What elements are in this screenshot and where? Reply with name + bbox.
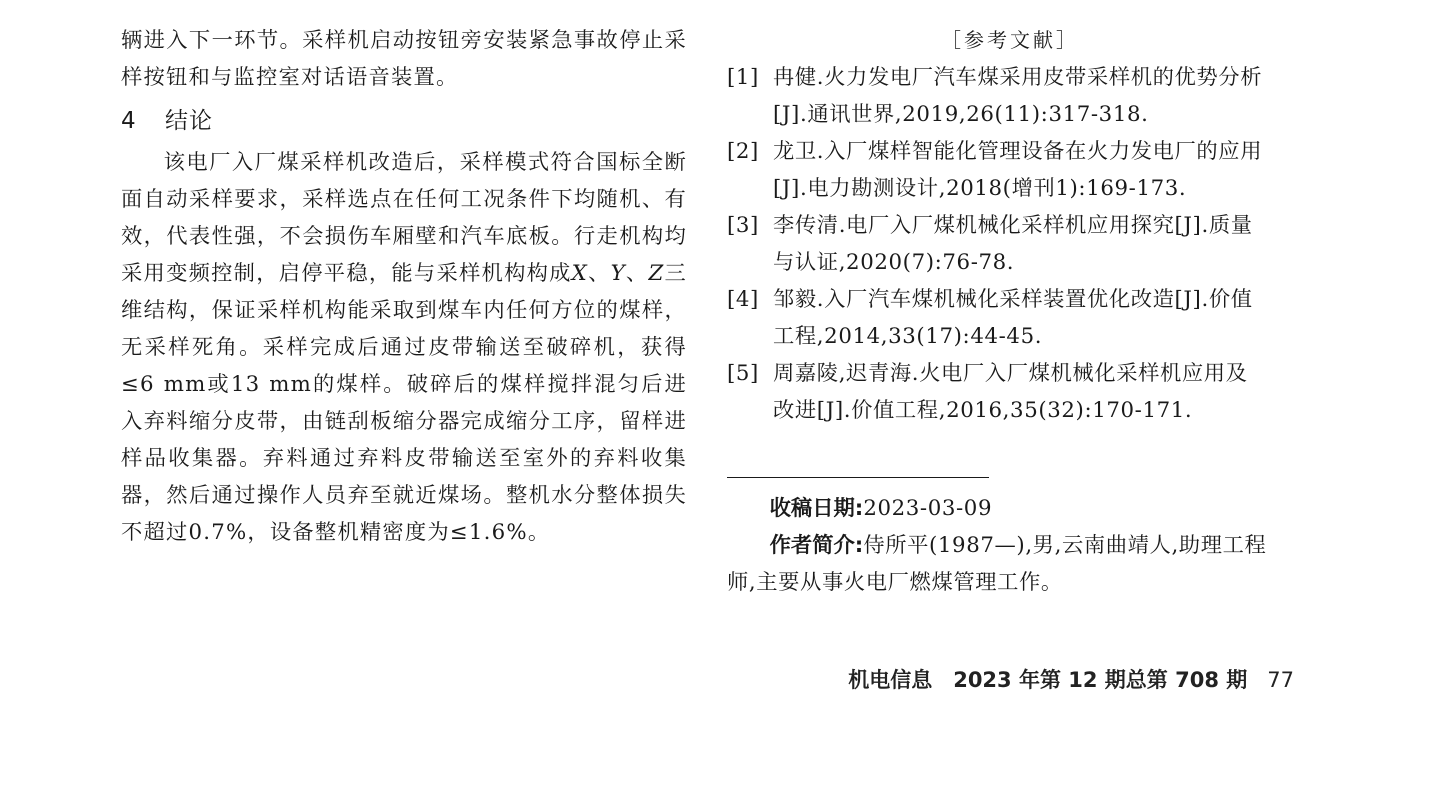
reference-label: [5] bbox=[727, 361, 759, 386]
author-label: 作者简介: bbox=[769, 533, 864, 558]
footnote-divider bbox=[727, 477, 989, 478]
received-line bbox=[727, 490, 1293, 527]
reference-item bbox=[727, 281, 1293, 355]
reference-title: 李传清.电厂入厂煤机械化采样机应用探究[J].质量 bbox=[773, 213, 1253, 238]
received-label: 收稿日期: bbox=[769, 496, 864, 521]
article-meta bbox=[727, 490, 1293, 601]
reference-source: [J].通讯世界,2019,26(11):317-318. bbox=[773, 102, 1149, 127]
reference-item bbox=[727, 133, 1293, 207]
intro-paragraph: 辆进入下一环节。采样机启动按钮旁安装紧急事故停止采样按钮和与监控室对话语音装置。 bbox=[121, 28, 687, 90]
page-number: 77 bbox=[1267, 668, 1294, 692]
left-column bbox=[121, 22, 687, 551]
reference-item bbox=[727, 355, 1293, 429]
reference-source: [J].电力勘测设计,2018(增刊1):169-173. bbox=[773, 176, 1187, 201]
section-heading bbox=[121, 104, 687, 138]
section-title: 结论 bbox=[165, 108, 213, 134]
right-column bbox=[727, 22, 1293, 601]
conclusion-paragraph: 该电厂入厂煤采样机改造后，采样模式符合国标全断面自动采样要求，采样选点在任何工况条件下均随机、有效，代表性强，不会损伤车厢壁和汽车底板。行走机构均采用变频控制，启停平稳，能与采样机构构成X、Y、Z三维结构，保证采样机构能采取到煤车内任何方位的煤样，无采样死角。采样完成后通过皮带输送至破碎机，获得≤6 mm或13 mm的煤样。破碎后的煤样搅拌混匀后进入弃料缩分皮带，由链刮板缩分器完成缩分工序，留样进样品收集器。弃料通过弃料皮带输送至室外的弃料收集器，然后通过操作人员弃至就近煤场。整机水分整体损失不超过0.7%，设备整机精密度为≤1.6%。 bbox=[121, 150, 688, 545]
page-footer bbox=[848, 664, 1294, 694]
section-number: 4 bbox=[121, 108, 137, 134]
reference-title: 冉健.火力发电厂汽车煤采用皮带采样机的优势分析 bbox=[773, 65, 1263, 90]
reference-source: 改进[J].价值工程,2016,35(32):170-171. bbox=[773, 398, 1193, 423]
reference-label: [1] bbox=[727, 65, 759, 90]
reference-title: 周嘉陵,迟青海.火电厂入厂煤机械化采样机应用及 bbox=[773, 361, 1248, 386]
reference-title: 邹毅.入厂汽车煤机械化采样装置优化改造[J].价值 bbox=[773, 287, 1253, 312]
reference-source: 与认证,2020(7):76-78. bbox=[773, 250, 1015, 275]
reference-source: 工程,2014,33(17):44-45. bbox=[773, 324, 1043, 349]
author-bio: 侍所平(1987—),男,云南曲靖人,助理工程师,主要从事火电厂燃煤管理工作。 bbox=[727, 533, 1267, 595]
author-line bbox=[727, 527, 1293, 601]
reference-item bbox=[727, 207, 1293, 281]
references-heading: ［参考文献］ bbox=[941, 28, 1079, 52]
received-date: 2023-03-09 bbox=[863, 496, 993, 521]
reference-label: [3] bbox=[727, 213, 759, 238]
reference-label: [4] bbox=[727, 287, 759, 312]
reference-title: 龙卫.入厂煤样智能化管理设备在火力发电厂的应用 bbox=[773, 139, 1263, 164]
journal-info: 机电信息 2023 年第 12 期总第 708 期 bbox=[848, 668, 1248, 692]
reference-item bbox=[727, 59, 1293, 133]
reference-label: [2] bbox=[727, 139, 759, 164]
